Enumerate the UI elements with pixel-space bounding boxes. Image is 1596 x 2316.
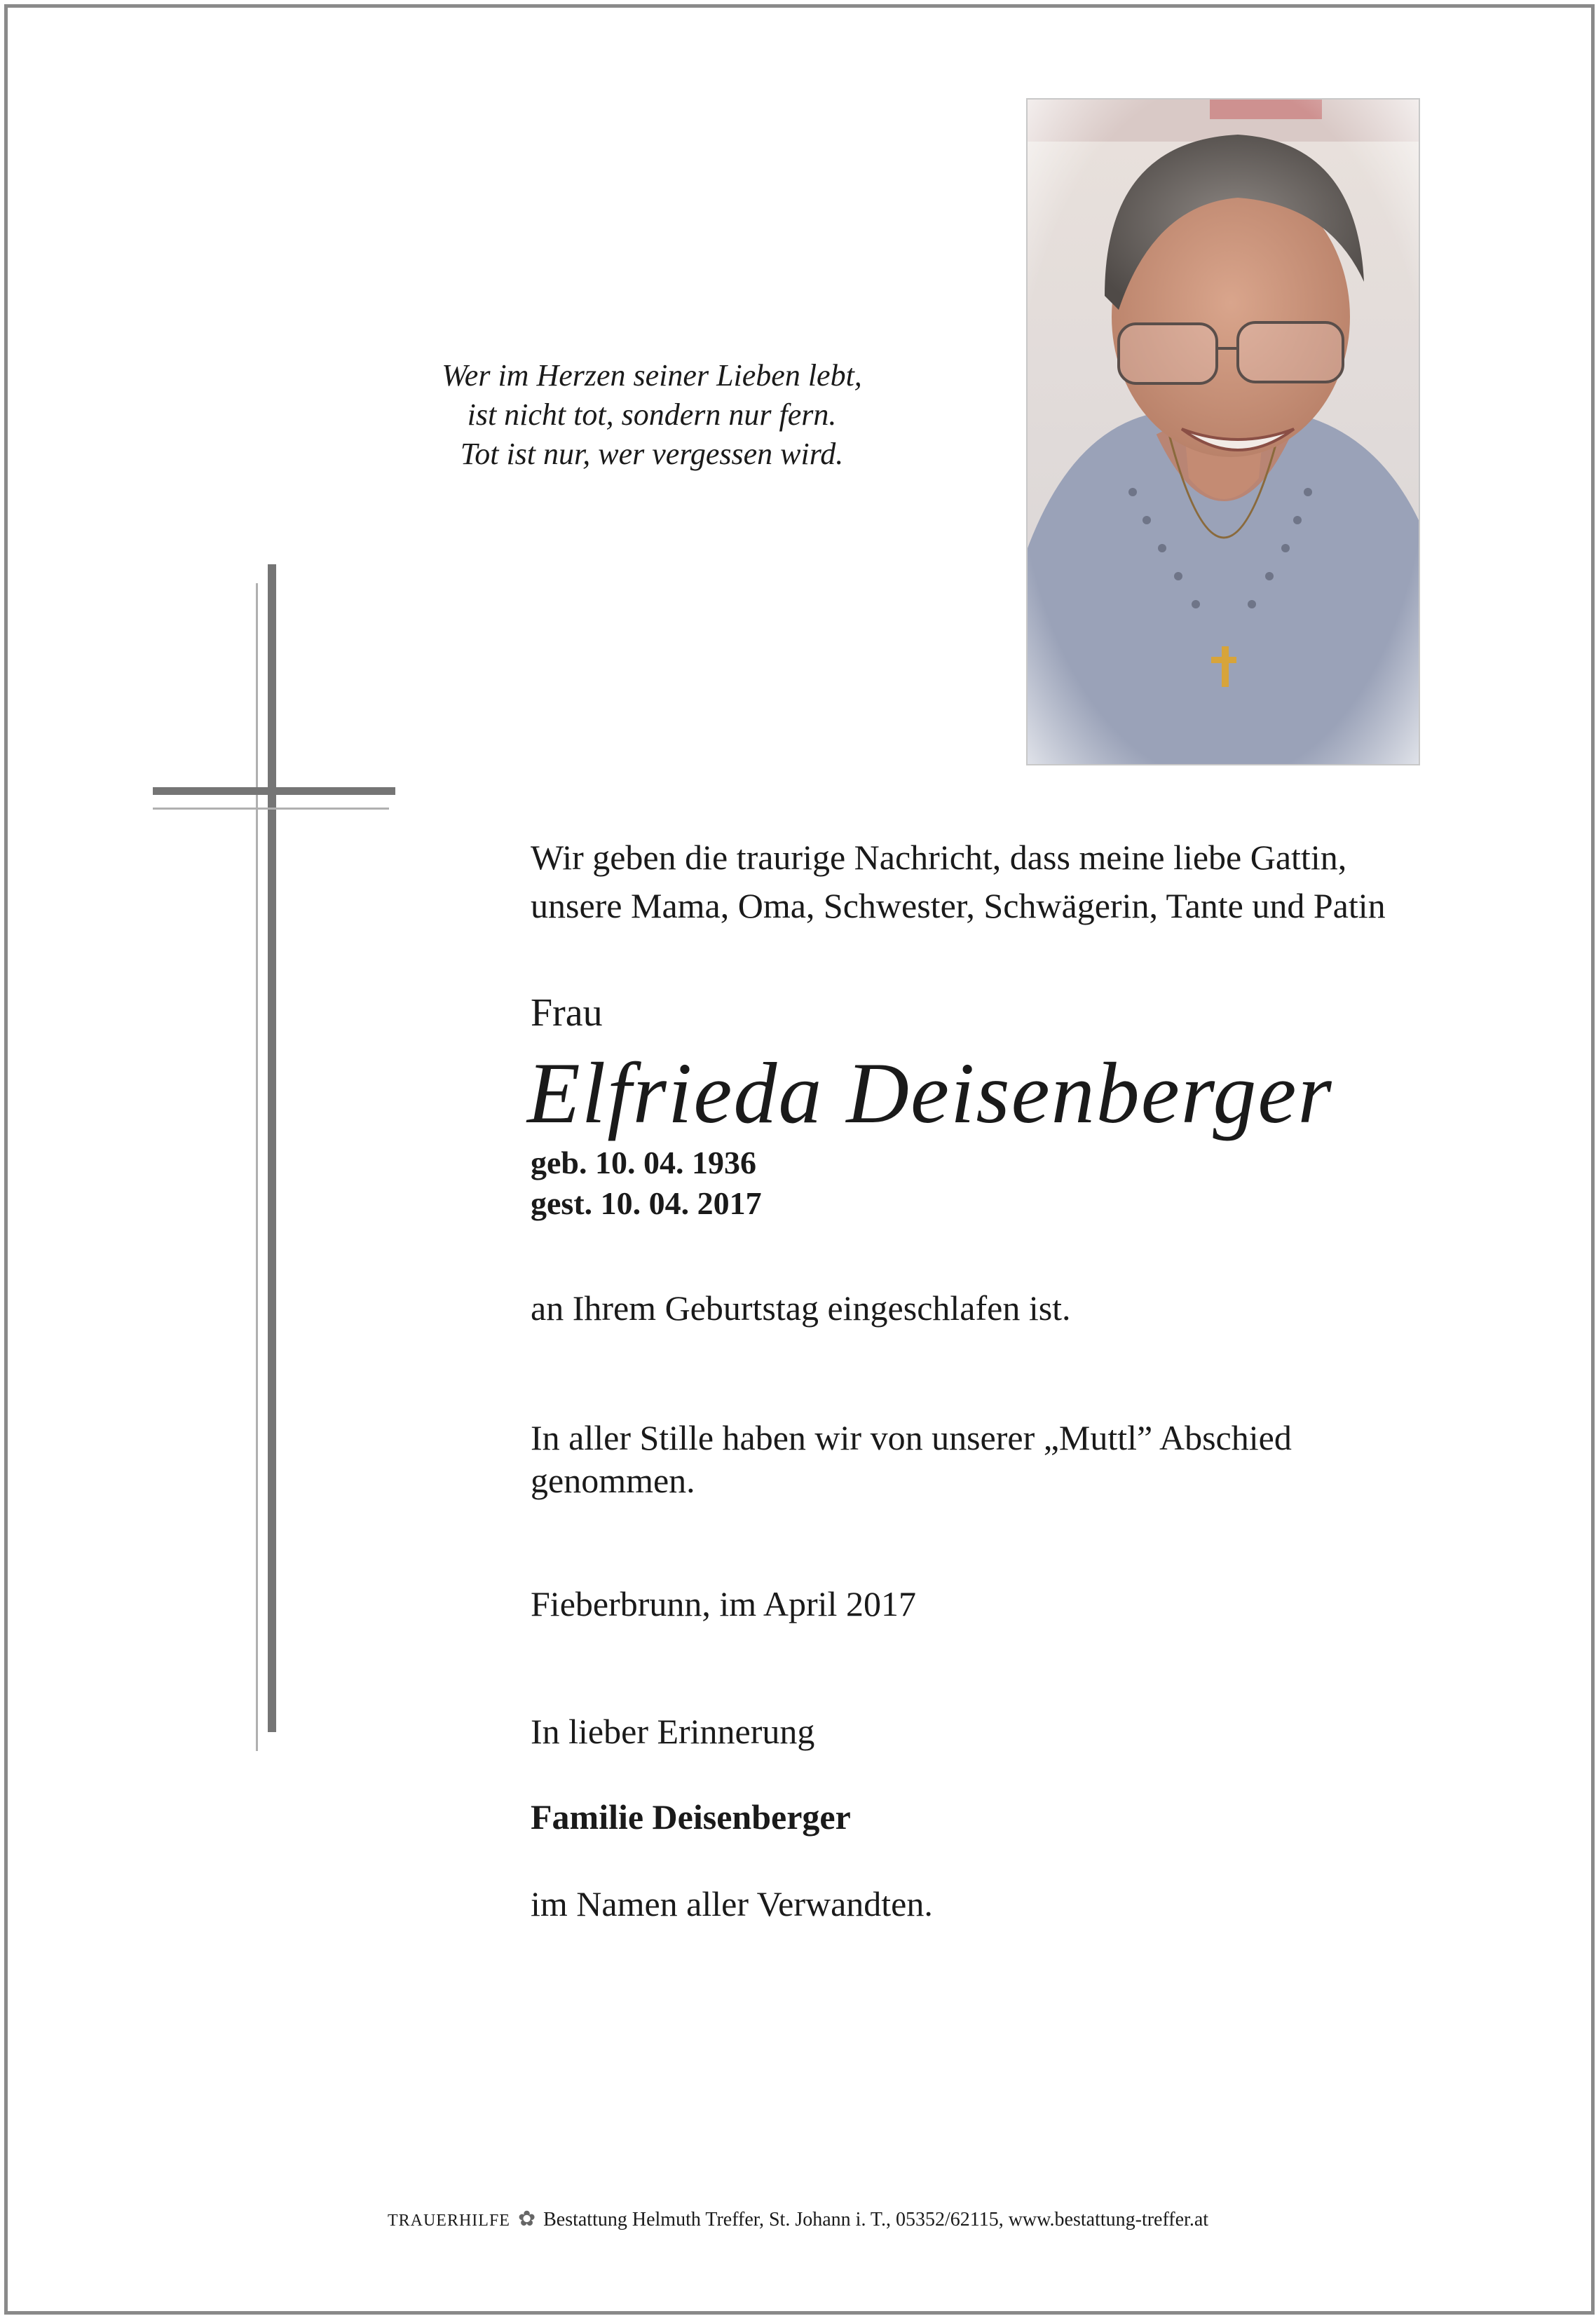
death-date: gest. 10. 04. 2017 (531, 1185, 762, 1221)
farewell-line: genommen. (531, 1461, 695, 1500)
place-date: Fieberbrunn, im April 2017 (531, 1584, 916, 1623)
footer-text: Bestattung Helmuth Treffer, St. Johann i. T., 05352/62115, www.bestattung-treffer.at (543, 2209, 1209, 2230)
deceased-name: Elfrieda Deisenberger (527, 1045, 1333, 1141)
cross-horizontal-beam (153, 787, 395, 795)
announcement-line: Wir geben die traurige Nachricht, dass meine liebe Gattin, (531, 838, 1347, 877)
cross-vertical-beam (268, 564, 276, 1732)
closing-text: In lieber Erinnerung (531, 1712, 815, 1751)
funeral-home-footer (0, 2207, 1596, 2231)
announcement-line: unsere Mama, Oma, Schwester, Schwägerin, Tante und Patin (531, 886, 1386, 925)
farewell-line: In aller Stille haben wir von unserer „Muttl” Abschied (531, 1418, 1292, 1457)
poem-line: Tot ist nur, wer vergessen wird. (460, 437, 844, 471)
portrait-photo (1026, 98, 1420, 765)
family-signature: Familie Deisenberger (531, 1797, 851, 1837)
poem-line: Wer im Herzen seiner Lieben lebt, (442, 358, 862, 393)
cross-shadow-horizontal (153, 808, 389, 810)
memorial-poem (336, 356, 967, 474)
footer-brand: TRAUERHILFE (387, 2212, 510, 2230)
relatives-text: im Namen aller Verwandten. (531, 1884, 933, 1923)
birth-date: geb. 10. 04. 1936 (531, 1145, 756, 1180)
cross-shadow-vertical (256, 583, 258, 1751)
poem-line: ist nicht tot, sondern nur fern. (467, 397, 837, 432)
salutation: Frau (531, 991, 603, 1035)
life-dates (531, 1143, 762, 1224)
passing-text: an Ihrem Geburtstag eingeschlafen ist. (531, 1288, 1071, 1328)
leaf-icon: ✿ (517, 2207, 536, 2230)
